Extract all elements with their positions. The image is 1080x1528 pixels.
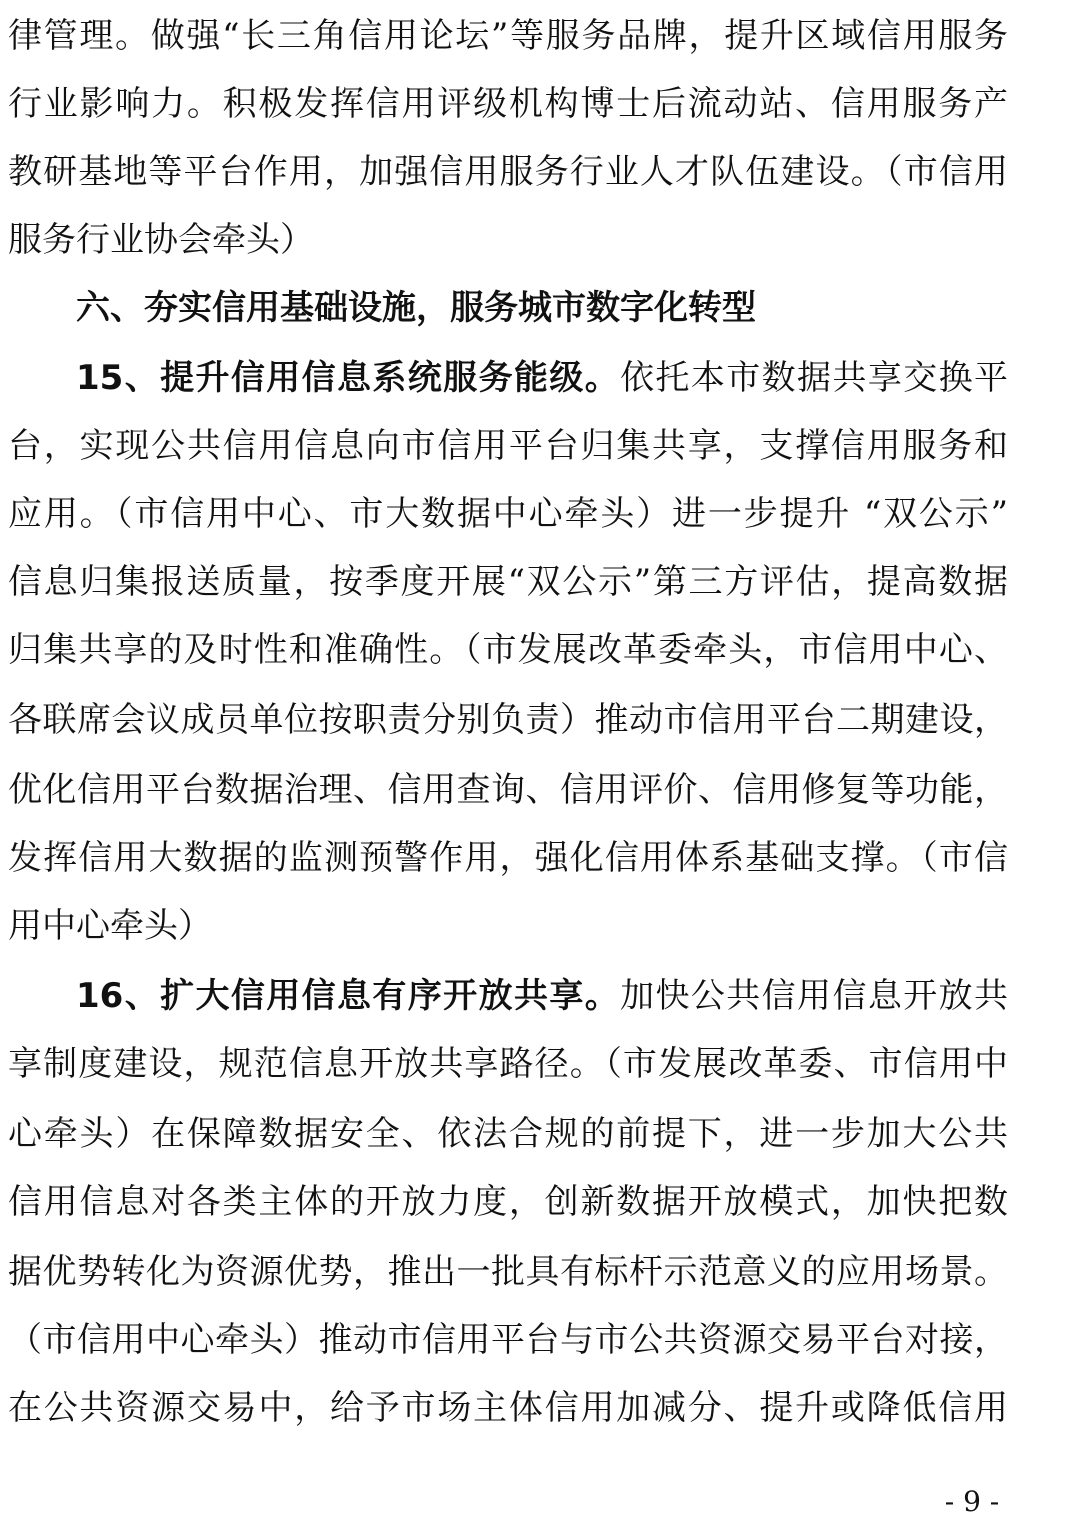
item-16-first-line-text: 加快公共信用信息开放共 <box>620 976 1008 1016</box>
paragraph-line: 各联席会议成员单位按职责分别负责）推动市信用平台二期建设， <box>8 700 1008 740</box>
section-heading: 六、夯实信用基础设施，服务城市数字化转型 <box>76 288 756 328</box>
item-16-first-line <box>8 962 1008 1030</box>
item-16-title: 16、扩大信用信息有序开放共享。 <box>76 976 621 1016</box>
paragraph-line: 优化信用平台数据治理、信用查询、信用评价、信用修复等功能， <box>8 770 1008 810</box>
paragraph-line: 应用。（市信用中心、市大数据中心牵头）进一步提升 “双公示” <box>8 494 1008 534</box>
paragraph-line: 台，实现公共信用信息向市信用平台归集共享，支撑信用服务和 <box>8 426 1008 466</box>
item-15-title: 15、提升信用信息系统服务能级。 <box>76 358 621 398</box>
paragraph-line: 律管理。做强“长三角信用论坛”等服务品牌，提升区域信用服务 <box>8 16 1008 56</box>
paragraph-line: 信息归集报送质量，按季度开展“双公示”第三方评估，提高数据 <box>8 562 1008 602</box>
paragraph-line: 心牵头）在保障数据安全、依法合规的前提下，进一步加大公共 <box>8 1114 1008 1154</box>
item-15-first-line-text: 依托本市数据共享交换平 <box>620 358 1008 398</box>
page-number: - 9 - <box>944 1485 1000 1518</box>
paragraph-line: 归集共享的及时性和准确性。（市发展改革委牵头，市信用中心、 <box>8 630 1008 670</box>
paragraph-line: （市信用中心牵头）推动市信用平台与市公共资源交易平台对接， <box>8 1320 1008 1360</box>
paragraph-line: 教研基地等平台作用，加强信用服务行业人才队伍建设。（市信用 <box>8 152 1008 192</box>
paragraph-line: 发挥信用大数据的监测预警作用，强化信用体系基础支撑。（市信 <box>8 838 1008 878</box>
document-page <box>8 0 1008 1528</box>
paragraph-line: 行业影响力。积极发挥信用评级机构博士后流动站、信用服务产 <box>8 84 1008 124</box>
paragraph-line: 据优势转化为资源优势，推出一批具有标杆示范意义的应用场景。 <box>8 1252 1008 1292</box>
paragraph-line: 用中心牵头） <box>8 906 212 946</box>
paragraph-line: 服务行业协会牵头） <box>8 220 314 260</box>
paragraph-line: 在公共资源交易中，给予市场主体信用加减分、提升或降低信用 <box>8 1388 1008 1428</box>
paragraph-line: 享制度建设，规范信息开放共享路径。（市发展改革委、市信用中 <box>8 1044 1008 1084</box>
item-15-first-line <box>8 344 1008 412</box>
paragraph-line: 信用信息对各类主体的开放力度，创新数据开放模式，加快把数 <box>8 1182 1008 1222</box>
